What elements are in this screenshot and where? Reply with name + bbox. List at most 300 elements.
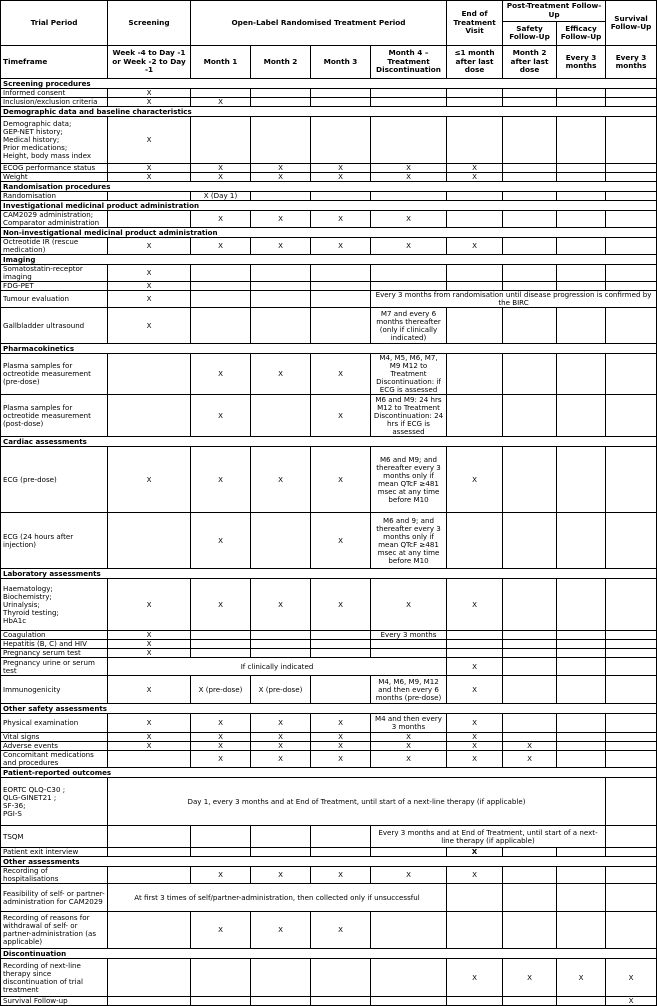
cell-safety (503, 164, 557, 173)
cell-eot (447, 640, 503, 649)
cell-m4: M7 and every 6 months thereafter (only if clinically indicated) (371, 308, 447, 344)
cell-screening (108, 959, 191, 997)
cell-safety (503, 848, 557, 857)
cell-m1 (191, 997, 251, 1006)
cell-safety (503, 265, 557, 282)
cell-m3: X (311, 354, 371, 395)
span-cell: Every 3 months and at End of Treatment, until start of a next-line therapy (if applicable) (371, 826, 606, 848)
cell-safety (503, 282, 557, 291)
cell-eot (447, 513, 503, 569)
row-label: ECOG performance status (1, 164, 108, 173)
cell-eot: X (447, 848, 503, 857)
cell-efficacy (557, 579, 606, 631)
cell-eot: X (447, 751, 503, 768)
cell-efficacy (557, 447, 606, 513)
row-label: Demographic data; GEP-NET history; Medical history; Prior medications; Height, body mass index (1, 117, 108, 164)
cell-safety (503, 676, 557, 704)
cell-efficacy (557, 164, 606, 173)
cell-m1: X (191, 513, 251, 569)
cell-screening: X (108, 714, 191, 733)
cell-screening (108, 997, 191, 1006)
cell-efficacy (557, 714, 606, 733)
cell-eot (447, 354, 503, 395)
table-row (1, 117, 657, 164)
cell-m2 (251, 265, 311, 282)
table-row (1, 714, 657, 733)
section-title: Other safety assessments (1, 704, 657, 714)
cell-m2: X (251, 912, 311, 949)
cell-efficacy: X (557, 959, 606, 997)
table-row (1, 98, 657, 107)
cell-screening (108, 513, 191, 569)
cell-screening: X (108, 631, 191, 640)
cell-screening: X (108, 89, 191, 98)
cell-safety: X (503, 751, 557, 768)
cell-m2 (251, 395, 311, 437)
cell-safety (503, 714, 557, 733)
cell-m2 (251, 282, 311, 291)
cell-m1: X (191, 867, 251, 884)
cell-survival (606, 192, 657, 201)
cell-m1: X (191, 714, 251, 733)
cell-efficacy (557, 308, 606, 344)
row-label: Weight (1, 173, 108, 182)
table-row (1, 579, 657, 631)
row-label: Pregnancy urine or serum test (1, 658, 108, 676)
cell-efficacy (557, 173, 606, 182)
row-label: Pregnancy serum test (1, 649, 108, 658)
row-label: ECG (pre-dose) (1, 447, 108, 513)
cell-efficacy (557, 742, 606, 751)
cell-efficacy (557, 395, 606, 437)
cell-efficacy (557, 640, 606, 649)
cell-m2 (251, 640, 311, 649)
cell-efficacy (557, 98, 606, 107)
cell-m3 (311, 631, 371, 640)
section-title: Pharmacokinetics (1, 344, 657, 354)
row-label: CAM2029 administration; Comparator administration (1, 211, 108, 228)
cell-eot (447, 192, 503, 201)
section-header-row (1, 255, 657, 265)
cell-m2: X (251, 211, 311, 228)
table-row (1, 192, 657, 201)
cell-eot (447, 282, 503, 291)
cell-m3: X (311, 173, 371, 182)
cell-survival (606, 579, 657, 631)
cell-m1: X (191, 733, 251, 742)
cell-m1: X (191, 912, 251, 949)
cell-m1 (191, 959, 251, 997)
open-label-header: Open-Label Randomised Treatment Period (191, 1, 447, 46)
cell-survival (606, 395, 657, 437)
cell-safety (503, 354, 557, 395)
row-label: Plasma samples for octreotide measurement (pre-dose) (1, 354, 108, 395)
cell-m4: X (371, 742, 447, 751)
cell-m1: X (191, 238, 251, 255)
section-title: Laboratory assessments (1, 569, 657, 579)
section-header-row (1, 344, 657, 354)
cell-m3: X (311, 211, 371, 228)
row-label: TSQM (1, 826, 108, 848)
row-label: Somatostatin-receptor imaging (1, 265, 108, 282)
cell-m3 (311, 649, 371, 658)
timeframe-month-3: Month 3 (311, 46, 371, 79)
table-row (1, 751, 657, 768)
cell-m1: X (191, 751, 251, 768)
cell-survival (606, 867, 657, 884)
cell-m4 (371, 649, 447, 658)
cell-screening (108, 192, 191, 201)
cell-m1 (191, 117, 251, 164)
span-cell: Every 3 months from randomisation until disease progression is confirmed by the BIRC (371, 291, 657, 308)
trial-period-header: Trial Period (1, 1, 108, 46)
cell-m4 (371, 282, 447, 291)
cell-survival (606, 98, 657, 107)
cell-efficacy (557, 354, 606, 395)
row-label: Recording of next-line therapy since discontinuation of trial treatment (1, 959, 108, 997)
cell-m4: X (371, 733, 447, 742)
timeframe-month-2: Month 2 (251, 46, 311, 79)
section-title: Randomisation procedures (1, 182, 657, 192)
cell-safety (503, 447, 557, 513)
cell-eot: X (447, 742, 503, 751)
section-header-row (1, 201, 657, 211)
cell-screening: X (108, 173, 191, 182)
cell-m4 (371, 912, 447, 949)
cell-m1 (191, 265, 251, 282)
table-row (1, 395, 657, 437)
cell-survival (606, 733, 657, 742)
cell-m3 (311, 282, 371, 291)
table-row (1, 826, 657, 848)
cell-m3: X (311, 395, 371, 437)
row-label: Immunogenicity (1, 676, 108, 704)
row-label: Recording of hospitalisations (1, 867, 108, 884)
cell-m2: X (251, 751, 311, 768)
cell-m4: X (371, 238, 447, 255)
cell-m3: X (311, 751, 371, 768)
cell-m4 (371, 848, 447, 857)
section-title: Cardiac assessments (1, 437, 657, 447)
cell-efficacy (557, 751, 606, 768)
cell-survival (606, 751, 657, 768)
section-title: Other assessments (1, 857, 657, 867)
cell-m2 (251, 848, 311, 857)
section-header-row (1, 768, 657, 778)
timeframe-screening: Week -4 to Day -1 or Week -2 to Day -1 (108, 46, 191, 79)
cell-m2 (251, 98, 311, 107)
cell-survival (606, 513, 657, 569)
cell-m2: X (251, 742, 311, 751)
cell-m2: X (251, 579, 311, 631)
row-label: Recording of reasons for withdrawal of self- or partner-administration (as applicable) (1, 912, 108, 949)
cell-eot: X (447, 447, 503, 513)
cell-m4: M4 and then every 3 months (371, 714, 447, 733)
timeframe-safety: Month 2 after last dose (503, 46, 557, 79)
cell-survival (606, 742, 657, 751)
timeframe-efficacy: Every 3 months (557, 46, 606, 79)
section-header-row (1, 949, 657, 959)
cell-m1 (191, 291, 251, 308)
timeframe-month-1: Month 1 (191, 46, 251, 79)
cell-m3: X (311, 867, 371, 884)
cell-m4: M4, M5, M6, M7, M9 M12 to Treatment Discontinuation: if ECG is assessed (371, 354, 447, 395)
row-label: Randomisation (1, 192, 108, 201)
table-row (1, 658, 657, 676)
cell-screening: X (108, 308, 191, 344)
cell-screening: X (108, 291, 191, 308)
cell-safety (503, 238, 557, 255)
cell-m3: X (311, 912, 371, 949)
cell-survival (606, 826, 657, 848)
table-row (1, 884, 657, 912)
row-label: Adverse events (1, 742, 108, 751)
section-title: Screening procedures (1, 79, 657, 89)
screening-header: Screening (108, 1, 191, 46)
cell-m2 (251, 192, 311, 201)
table-row (1, 291, 657, 308)
cell-efficacy (557, 912, 606, 949)
table-row (1, 742, 657, 751)
cell-eot (447, 912, 503, 949)
cell-eot: X (447, 714, 503, 733)
cell-screening (108, 354, 191, 395)
section-title: Demographic data and baseline characteristics (1, 107, 657, 117)
cell-screening: X (108, 649, 191, 658)
table-row (1, 640, 657, 649)
cell-survival (606, 848, 657, 857)
cell-m4 (371, 117, 447, 164)
table-row (1, 173, 657, 182)
section-title: Patient-reported outcomes (1, 768, 657, 778)
cell-efficacy (557, 117, 606, 164)
cell-m2: X (251, 447, 311, 513)
section-title: Investigational medicinal product administration (1, 201, 657, 211)
table-row (1, 733, 657, 742)
row-label: Tumour evaluation (1, 291, 108, 308)
section-title: Imaging (1, 255, 657, 265)
cell-m3 (311, 640, 371, 649)
cell-safety (503, 173, 557, 182)
table-body (1, 79, 657, 1006)
cell-eot: X (447, 676, 503, 704)
cell-m4: M6 and M9: 24 hrs M12 to Treatment Discontinuation: 24 hrs if ECG is assessed (371, 395, 447, 437)
end-of-treatment-header: End of Treatment Visit (447, 1, 503, 46)
cell-m3 (311, 826, 371, 848)
cell-survival (606, 912, 657, 949)
cell-screening: X (108, 282, 191, 291)
cell-survival (606, 308, 657, 344)
cell-m1: X (191, 211, 251, 228)
cell-efficacy (557, 658, 606, 676)
cell-eot (447, 265, 503, 282)
cell-m4 (371, 265, 447, 282)
cell-m4 (371, 997, 447, 1006)
cell-screening: X (108, 676, 191, 704)
cell-m4: X (371, 164, 447, 173)
cell-m2: X (251, 164, 311, 173)
cell-eot: X (447, 959, 503, 997)
cell-efficacy (557, 649, 606, 658)
cell-survival (606, 265, 657, 282)
cell-m2 (251, 89, 311, 98)
cell-screening (108, 826, 191, 848)
cell-m1: X (191, 354, 251, 395)
section-header-row (1, 79, 657, 89)
cell-m3 (311, 308, 371, 344)
cell-efficacy (557, 513, 606, 569)
cell-m4: M4, M6, M9, M12 and then every 6 months (pre-dose) (371, 676, 447, 704)
cell-safety: X (503, 959, 557, 997)
cell-m2 (251, 308, 311, 344)
cell-survival (606, 676, 657, 704)
cell-m1: X (191, 742, 251, 751)
cell-m3 (311, 265, 371, 282)
cell-screening (108, 211, 191, 228)
cell-screening (108, 751, 191, 768)
row-label: Inclusion/exclusion criteria (1, 98, 108, 107)
cell-m4: X (371, 579, 447, 631)
cell-efficacy (557, 884, 606, 912)
table-row (1, 867, 657, 884)
cell-safety (503, 98, 557, 107)
cell-efficacy (557, 676, 606, 704)
cell-safety (503, 211, 557, 228)
section-header-row (1, 228, 657, 238)
section-title: Discontinuation (1, 949, 657, 959)
timeframe-eot: ≤1 month after last dose (447, 46, 503, 79)
table-row (1, 912, 657, 949)
cell-eot (447, 395, 503, 437)
cell-efficacy (557, 238, 606, 255)
cell-screening: X (108, 733, 191, 742)
cell-safety (503, 192, 557, 201)
cell-safety (503, 997, 557, 1006)
cell-m1 (191, 631, 251, 640)
cell-m3: X (311, 238, 371, 255)
cell-survival (606, 640, 657, 649)
cell-m4 (371, 192, 447, 201)
cell-efficacy (557, 265, 606, 282)
cell-screening (108, 912, 191, 949)
table-row (1, 164, 657, 173)
table-row (1, 308, 657, 344)
cell-m1: X (pre-dose) (191, 676, 251, 704)
row-label: Hepatitis (B, C) and HIV (1, 640, 108, 649)
cell-safety (503, 867, 557, 884)
cell-safety (503, 89, 557, 98)
cell-survival (606, 778, 657, 826)
span-cell: If clinically indicated (108, 658, 447, 676)
cell-eot: X (447, 579, 503, 631)
cell-eot (447, 211, 503, 228)
row-label: Survival Follow-up (1, 997, 108, 1006)
row-label: Patient exit interview (1, 848, 108, 857)
table-row (1, 282, 657, 291)
row-label: Plasma samples for octreotide measurement (post-dose) (1, 395, 108, 437)
cell-m4: X (371, 751, 447, 768)
cell-efficacy (557, 733, 606, 742)
cell-eot (447, 997, 503, 1006)
cell-m3 (311, 848, 371, 857)
cell-survival: X (606, 959, 657, 997)
cell-m4 (371, 959, 447, 997)
cell-efficacy (557, 997, 606, 1006)
cell-m2 (251, 649, 311, 658)
cell-eot: X (447, 164, 503, 173)
cell-m2: X (251, 714, 311, 733)
cell-m2 (251, 117, 311, 164)
cell-m2: X (251, 173, 311, 182)
cell-survival (606, 447, 657, 513)
survival-followup-header: Survival Follow-Up (606, 1, 657, 46)
cell-survival (606, 117, 657, 164)
table-row (1, 265, 657, 282)
cell-m3 (311, 89, 371, 98)
section-title: Non-investigational medicinal product administration (1, 228, 657, 238)
cell-survival (606, 164, 657, 173)
cell-eot (447, 89, 503, 98)
cell-eot: X (447, 867, 503, 884)
cell-m4 (371, 89, 447, 98)
cell-safety (503, 308, 557, 344)
cell-m3: X (311, 714, 371, 733)
cell-m1: X (191, 173, 251, 182)
section-header-row (1, 857, 657, 867)
cell-survival: X (606, 997, 657, 1006)
cell-m2: X (251, 238, 311, 255)
table-row (1, 447, 657, 513)
cell-safety (503, 395, 557, 437)
timeframe-month-4: Month 4 – Treatment Discontinuation (371, 46, 447, 79)
cell-safety (503, 912, 557, 949)
cell-safety: X (503, 742, 557, 751)
row-label: FDG-PET (1, 282, 108, 291)
cell-screening: X (108, 238, 191, 255)
cell-eot: X (447, 733, 503, 742)
cell-survival (606, 658, 657, 676)
cell-m2: X (pre-dose) (251, 676, 311, 704)
table-row (1, 848, 657, 857)
row-label: EORTC QLQ-C30 ; QLG-GINET21 ; SF-36; PGI-S (1, 778, 108, 826)
cell-screening: X (108, 117, 191, 164)
cell-m2 (251, 997, 311, 1006)
table-row (1, 997, 657, 1006)
cell-m3 (311, 997, 371, 1006)
cell-survival (606, 211, 657, 228)
cell-m4: M6 and M9; and thereafter every 3 months only if mean QTcF ≥481 msec at any time before M10 (371, 447, 447, 513)
cell-m3: X (311, 513, 371, 569)
table-row (1, 354, 657, 395)
cell-m1 (191, 308, 251, 344)
cell-safety (503, 649, 557, 658)
table-row (1, 513, 657, 569)
cell-m3 (311, 959, 371, 997)
cell-m2 (251, 631, 311, 640)
cell-m2: X (251, 354, 311, 395)
cell-m3: X (311, 733, 371, 742)
cell-screening (108, 867, 191, 884)
cell-safety (503, 658, 557, 676)
cell-safety (503, 513, 557, 569)
cell-m1: X (191, 579, 251, 631)
span-cell: At first 3 times of self/partner-administration, then collected only if unsuccessful (108, 884, 447, 912)
cell-m1 (191, 649, 251, 658)
cell-m1: X (Day 1) (191, 192, 251, 201)
cell-survival (606, 238, 657, 255)
cell-screening: X (108, 98, 191, 107)
cell-survival (606, 354, 657, 395)
